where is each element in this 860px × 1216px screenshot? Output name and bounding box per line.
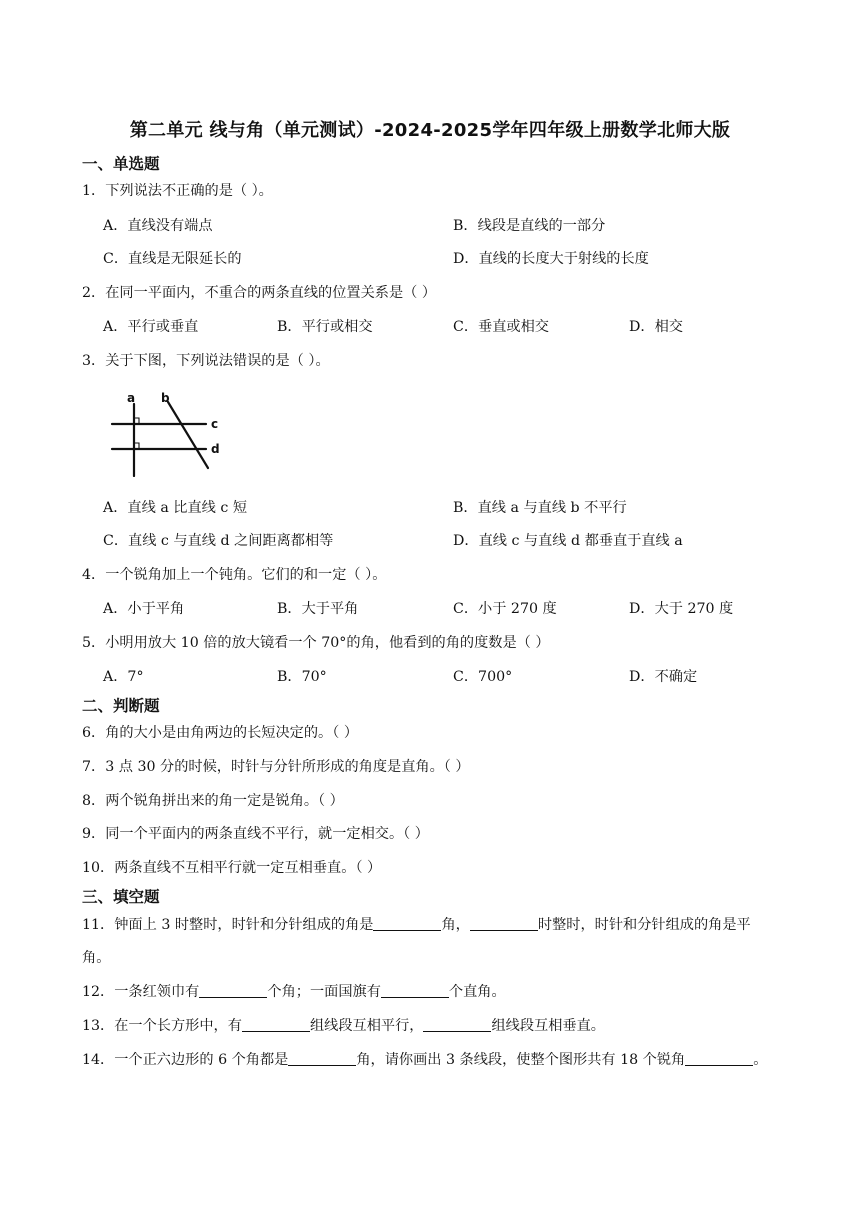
question-2-option-c[interactable]: C．垂直或相交 [453,319,549,335]
question-13 [82,1015,605,1035]
question-11-text-2: 角， [441,917,470,933]
question-13-text-3: 组线段互相垂直。 [491,1018,605,1034]
question-2-option-a[interactable]: A．平行或垂直 [103,319,199,335]
section-heading-single-choice: 一、单选题 [82,155,160,173]
question-12-text-3: 个直角。 [448,984,506,1000]
question-1-stem: 1．下列说法不正确的是（ ）。 [82,183,273,199]
question-14-text-1: 14．一个正六边形的 6 个角都是 [82,1052,289,1068]
section-heading-fill-blank: 三、填空题 [82,888,160,906]
question-5-stem: 5．小明用放大 10 倍的放大镜看一个 70°的角，他看到的角的度数是（ ） [82,635,550,651]
question-1-option-a[interactable]: A．直线没有端点 [103,218,213,234]
section-heading-true-false: 二、判断题 [82,697,160,715]
line-b [168,402,208,468]
answer-blank[interactable] [685,1051,753,1066]
question-11-text-1: 11．钟面上 3 时整时，时针和分针组成的角是 [82,917,374,933]
answer-blank[interactable] [373,916,441,931]
answer-blank[interactable] [199,983,267,998]
answer-blank[interactable] [381,983,449,998]
question-6: 6．角的大小是由角两边的长短决定的。（ ） [82,725,359,741]
question-3-option-d[interactable]: D．直线 c 与直线 d 都垂直于直线 a [453,533,683,549]
question-2-option-b[interactable]: B．平行或相交 [277,319,373,335]
question-12-text-2: 个角；一面国旗有 [267,984,381,1000]
question-11-line-2: 角。 [82,950,111,966]
question-11-line-1 [82,914,751,934]
question-1-option-b[interactable]: B．线段是直线的一部分 [453,218,606,234]
question-11-text-3: 时整时，时针和分针组成的角是平 [537,917,751,933]
question-5-option-c[interactable]: C．700° [453,669,513,685]
answer-blank[interactable] [242,1017,310,1032]
question-14-text-3: 。 [753,1052,768,1068]
question-2-option-d[interactable]: D．相交 [629,319,683,335]
question-4-option-c[interactable]: C．小于 270 度 [453,601,557,617]
question-5-option-a[interactable]: A．7° [103,669,144,685]
question-14-text-2: 角，请你画出 3 条线段，使整个图形共有 18 个锐角 [356,1052,686,1068]
question-4-option-d[interactable]: D．大于 270 度 [629,601,734,617]
question-13-text-2: 组线段互相平行， [309,1018,424,1034]
label-c: c [211,417,219,431]
question-3-stem: 3．关于下图，下列说法错误的是（ ）。 [82,353,330,369]
question-8: 8．两个锐角拼出来的角一定是锐角。（ ） [82,793,344,809]
question-3-option-a[interactable]: A．直线 a 比直线 c 短 [103,500,248,516]
question-4-option-a[interactable]: A．小于平角 [103,601,185,617]
label-a: a [127,392,136,405]
parallel-lines-figure [110,392,225,477]
question-1-option-d[interactable]: D．直线的长度大于射线的长度 [453,251,649,267]
answer-blank[interactable] [423,1017,491,1032]
document-title: 第二单元 线与角（单元测试）-2024-2025学年四年级上册数学北师大版 [129,120,731,141]
question-12-text-1: 12．一条红领巾有 [82,984,200,1000]
question-3-option-b[interactable]: B．直线 a 与直线 b 不平行 [453,500,627,516]
question-12 [82,981,506,1001]
question-3-option-c[interactable]: C．直线 c 与直线 d 之间距离都相等 [103,533,334,549]
question-4-option-b[interactable]: B．大于平角 [277,601,359,617]
label-b: b [161,392,170,405]
question-5-option-d[interactable]: D．不确定 [629,669,698,685]
label-d: d [211,442,220,456]
question-1-option-c[interactable]: C．直线是无限延长的 [103,251,242,267]
answer-blank[interactable] [288,1051,356,1066]
question-4-stem: 4．一个锐角加上一个钝角。它们的和一定（ ）。 [82,567,387,583]
question-5-option-b[interactable]: B．70° [277,669,327,685]
question-9: 9．同一个平面内的两条直线不平行，就一定相交。（ ） [82,826,429,842]
question-13-text-1: 13．在一个长方形中，有 [82,1018,242,1034]
question-7: 7．3 点 30 分的时候，时针与分针所形成的角度是直角。（ ） [82,759,470,775]
question-10: 10．两条直线不互相平行就一定互相垂直。（ ） [82,860,382,876]
question-14 [82,1049,767,1069]
question-2-stem: 2．在同一平面内，不重合的两条直线的位置关系是（ ） [82,285,437,301]
answer-blank[interactable] [470,916,538,931]
